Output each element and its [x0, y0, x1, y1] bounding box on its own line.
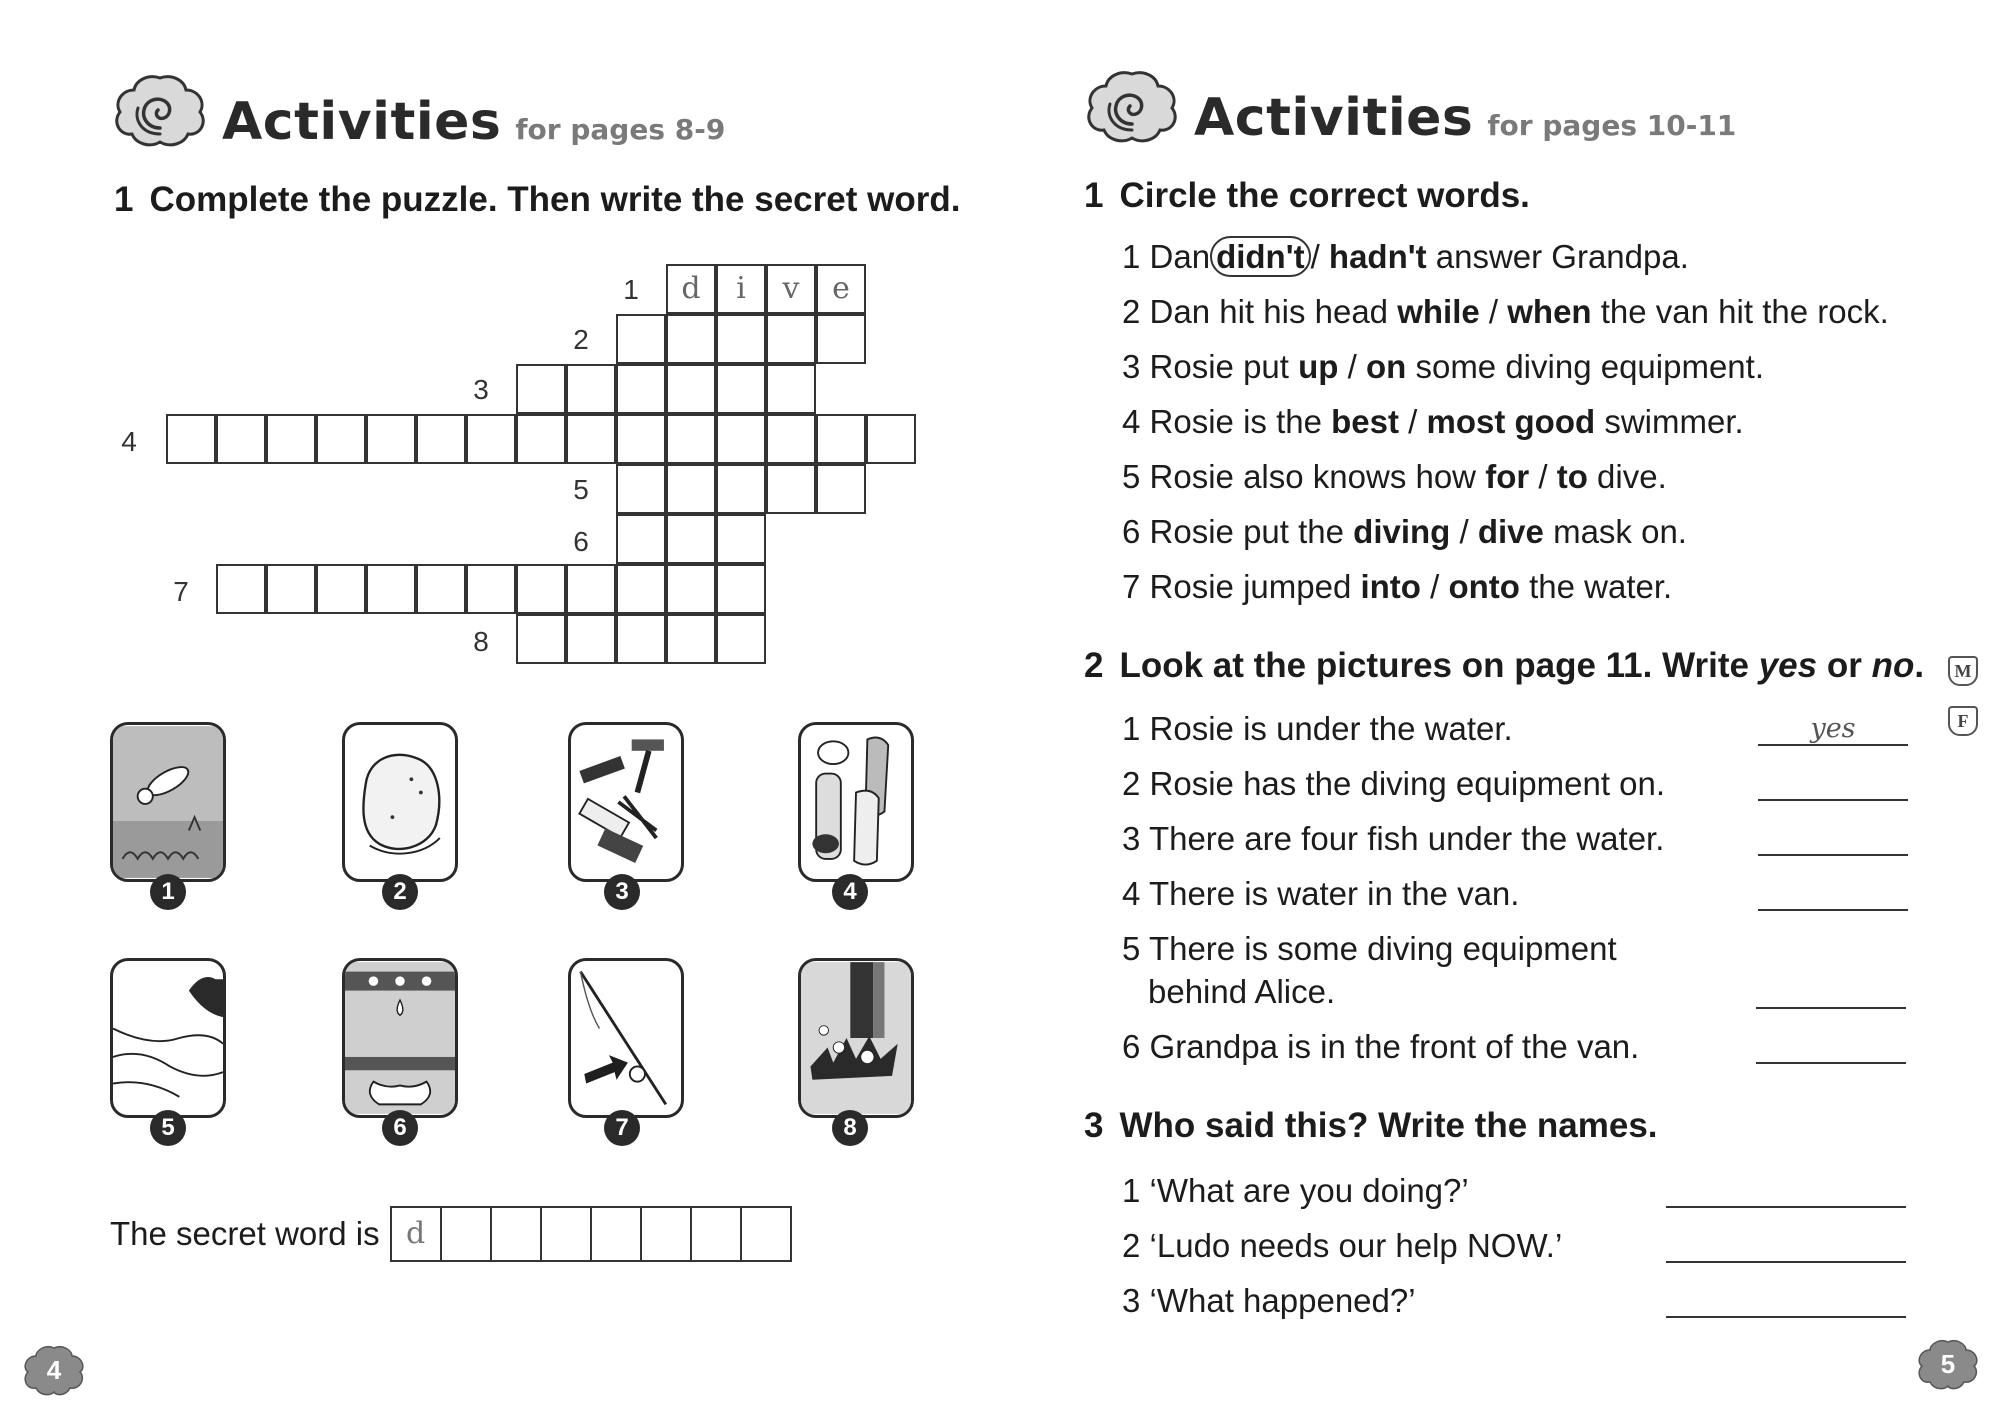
- crossword-cell[interactable]: [866, 414, 916, 464]
- q3-instruction: Who said this? Write the names.: [1119, 1106, 1658, 1145]
- crossword-cell[interactable]: [266, 414, 316, 464]
- crossword-cell[interactable]: [466, 414, 516, 464]
- picture-number-badge: 5: [150, 1110, 186, 1146]
- q2-yes-word: yes: [1758, 646, 1818, 685]
- word-option[interactable]: best: [1331, 403, 1399, 440]
- right-header: [1084, 68, 1737, 148]
- crossword-cell[interactable]: [666, 614, 716, 664]
- word-option[interactable]: most good: [1426, 403, 1596, 440]
- page-number-badge: [1916, 1338, 1980, 1390]
- circled-answer[interactable]: didn't: [1210, 236, 1310, 277]
- crossword-cell[interactable]: [516, 564, 566, 614]
- crossword-cell[interactable]: [766, 414, 816, 464]
- word-option[interactable]: up: [1298, 348, 1339, 385]
- page-number: 5: [1940, 1349, 1956, 1379]
- clue-number: 2: [573, 324, 589, 355]
- picture-number-badge: 3: [604, 874, 640, 910]
- clue-number: 6: [573, 526, 589, 557]
- answer-line[interactable]: [1756, 1030, 1906, 1064]
- word-option[interactable]: when: [1507, 293, 1592, 330]
- q3-item: 3 ‘What happened?’: [1122, 1282, 1416, 1319]
- crossword-cell[interactable]: [716, 414, 766, 464]
- clue-number: 3: [473, 374, 489, 405]
- q2-number: 2: [1084, 646, 1104, 685]
- crossword-cell[interactable]: [716, 564, 766, 614]
- q2-instruction: Look at the pictures on page 11. Write: [1119, 646, 1749, 685]
- swirl-flower-icon: [112, 72, 208, 148]
- crossword-cell[interactable]: [216, 564, 266, 614]
- q1-item: 3 Rosie put up / on some diving equipment.: [1122, 348, 1764, 385]
- word-option[interactable]: dive: [1477, 513, 1544, 550]
- m-badge-icon: M: [1948, 656, 1978, 686]
- q1-item: 4 Rosie is the best / most good swimmer.: [1122, 403, 1744, 440]
- word-option[interactable]: hadn't: [1328, 238, 1427, 275]
- crossword-cell[interactable]: [766, 464, 816, 514]
- secret-letter-box[interactable]: [490, 1206, 542, 1262]
- picture-splash: [798, 958, 914, 1118]
- clue-number: 7: [173, 576, 189, 607]
- q3-item: 2 ‘Ludo needs our help NOW.’: [1122, 1227, 1563, 1264]
- picture-number-badge: 6: [382, 1110, 418, 1146]
- secret-letter-box[interactable]: d: [390, 1206, 442, 1262]
- crossword-cell[interactable]: [616, 364, 666, 414]
- crossword-cell[interactable]: [666, 414, 716, 464]
- crossword-cell[interactable]: [616, 564, 666, 614]
- crossword-cell[interactable]: [166, 414, 216, 464]
- picture-number-badge: 4: [832, 874, 868, 910]
- picture-leak: [342, 958, 458, 1118]
- q1-instruction: Circle the correct words.: [1119, 176, 1530, 215]
- word-option[interactable]: on: [1365, 348, 1407, 385]
- picture-beach: [110, 958, 226, 1118]
- crossword-cell[interactable]: d: [666, 264, 716, 314]
- swirl-flower-icon: [1084, 68, 1180, 144]
- word-option[interactable]: to: [1556, 458, 1588, 495]
- secret-letter-box[interactable]: [440, 1206, 492, 1262]
- crossword-cell[interactable]: [216, 414, 266, 464]
- picture-number-badge: 7: [604, 1110, 640, 1146]
- f-badge-icon: F: [1948, 706, 1978, 736]
- q2-item-continued: behind Alice.: [1148, 973, 1336, 1010]
- q1-item: 2 Dan hit his head while / when the van hit the rock.: [1122, 293, 1889, 330]
- q2-item: 3 There are four fish under the water.: [1122, 820, 1665, 857]
- crossword-cell[interactable]: [666, 564, 716, 614]
- left-header: [112, 72, 726, 152]
- q2-item: 5 There is some diving equipment: [1122, 930, 1617, 967]
- secret-letter-box[interactable]: [640, 1206, 692, 1262]
- crossword-cell[interactable]: [716, 364, 766, 414]
- q2-item: 2 Rosie has the diving equipment on.: [1122, 765, 1666, 802]
- q2-item: 6 Grandpa is in the front of the van.: [1122, 1028, 1640, 1065]
- crossword-cell[interactable]: [566, 614, 616, 664]
- secret-letter-box[interactable]: [590, 1206, 642, 1262]
- crossword-cell[interactable]: [666, 464, 716, 514]
- crossword-cell[interactable]: [716, 514, 766, 564]
- q1-number: 1: [114, 180, 134, 219]
- crossword-cell[interactable]: [816, 464, 866, 514]
- word-option[interactable]: diving: [1353, 513, 1451, 550]
- q2-or-word: or: [1826, 646, 1862, 685]
- activities-subtitle: for pages 8-9: [515, 113, 726, 146]
- crossword-cell[interactable]: [666, 364, 716, 414]
- picture-tools: [568, 722, 684, 882]
- crossword-cell[interactable]: [616, 514, 666, 564]
- crossword-cell[interactable]: i: [716, 264, 766, 314]
- clue-number: 8: [473, 626, 489, 657]
- activities-subtitle: for pages 10-11: [1487, 109, 1737, 142]
- crossword-cell[interactable]: [666, 514, 716, 564]
- crossword-cell[interactable]: [466, 564, 516, 614]
- crossword-cell[interactable]: [416, 564, 466, 614]
- word-option[interactable]: for: [1485, 458, 1530, 495]
- crossword-cell[interactable]: [766, 364, 816, 414]
- answer-line[interactable]: [1758, 877, 1908, 911]
- crossword-cell[interactable]: [366, 564, 416, 614]
- picture-number-badge: 2: [382, 874, 418, 910]
- crossword-cell[interactable]: [566, 364, 616, 414]
- word-option[interactable]: while: [1397, 293, 1480, 330]
- crossword-cell[interactable]: [616, 614, 666, 664]
- answer-line[interactable]: yes: [1758, 712, 1908, 746]
- q3-item: 1 ‘What are you doing?’: [1122, 1172, 1469, 1209]
- picture-diver: [110, 722, 226, 882]
- right-page: [1000, 0, 2000, 1409]
- picture-diving-gear: [798, 722, 914, 882]
- q2-no-word: no: [1871, 646, 1915, 685]
- q2-item: 1 Rosie is under the water.: [1122, 710, 1513, 747]
- crossword-cell[interactable]: v: [766, 264, 816, 314]
- crossword-cell[interactable]: e: [816, 264, 866, 314]
- crossword-cell[interactable]: [616, 314, 666, 364]
- q1-item: 6 Rosie put the diving / dive mask on.: [1122, 513, 1687, 550]
- q1-heading: [114, 180, 960, 220]
- q1-item: 7 Rosie jumped into / onto the water.: [1122, 568, 1673, 605]
- crossword-cell[interactable]: [716, 314, 766, 364]
- crossword-cell[interactable]: [816, 414, 866, 464]
- secret-word-label: The secret word is: [110, 1215, 380, 1252]
- q1-item: 1 Dan didn't / hadn't answer Grandpa.: [1122, 238, 1689, 275]
- crossword-cell[interactable]: [516, 614, 566, 664]
- answer-line[interactable]: [1758, 767, 1908, 801]
- crossword-cell[interactable]: [616, 414, 666, 464]
- q1-heading: [1084, 176, 1530, 216]
- crossword-cell[interactable]: [616, 464, 666, 514]
- answer-line[interactable]: [1666, 1229, 1906, 1263]
- crossword-cell[interactable]: [566, 414, 616, 464]
- crossword-cell[interactable]: [316, 564, 366, 614]
- crossword-cell[interactable]: [416, 414, 466, 464]
- crossword-cell[interactable]: [716, 614, 766, 664]
- secret-letter-box[interactable]: [540, 1206, 592, 1262]
- crossword-cell[interactable]: [766, 314, 816, 364]
- answer-line[interactable]: [1666, 1174, 1906, 1208]
- secret-word-row: [110, 1206, 792, 1262]
- crossword-cell[interactable]: [516, 364, 566, 414]
- q1-item: 5 Rosie also knows how for / to dive.: [1122, 458, 1667, 495]
- q2-period: .: [1914, 646, 1925, 685]
- secret-letter-box[interactable]: [690, 1206, 742, 1262]
- picture-fishing-rod: [568, 958, 684, 1118]
- page-number-badge: [22, 1344, 86, 1396]
- activities-title: Activities: [1194, 88, 1474, 148]
- picture-rock: [342, 722, 458, 882]
- q3-heading: [1084, 1106, 1658, 1146]
- crossword-cell[interactable]: [666, 314, 716, 364]
- word-option[interactable]: onto: [1448, 568, 1520, 605]
- q3-number: 3: [1084, 1106, 1104, 1145]
- activities-title: Activities: [222, 92, 502, 152]
- crossword-cell[interactable]: [266, 564, 316, 614]
- crossword-cell[interactable]: [316, 414, 366, 464]
- q1-instruction: Complete the puzzle. Then write the secret word.: [149, 180, 961, 219]
- crossword-cell[interactable]: [566, 564, 616, 614]
- clue-number: 4: [121, 426, 137, 457]
- crossword-cell[interactable]: [366, 414, 416, 464]
- q1-number: 1: [1084, 176, 1104, 215]
- q2-item: 4 There is water in the van.: [1122, 875, 1520, 912]
- page-number: 4: [46, 1355, 62, 1385]
- crossword-cell[interactable]: [816, 314, 866, 364]
- crossword-cell[interactable]: [716, 464, 766, 514]
- crossword-cell[interactable]: [516, 414, 566, 464]
- clue-number: 1: [623, 274, 639, 305]
- answer-line[interactable]: [1666, 1284, 1906, 1318]
- answer-line[interactable]: [1758, 822, 1908, 856]
- clue-number: 5: [573, 474, 589, 505]
- picture-number-badge: 1: [150, 874, 186, 910]
- picture-number-badge: 8: [832, 1110, 868, 1146]
- answer-line[interactable]: [1756, 975, 1906, 1009]
- q2-heading: [1084, 646, 1924, 686]
- word-option[interactable]: into: [1360, 568, 1421, 605]
- secret-letter-box[interactable]: [740, 1206, 792, 1262]
